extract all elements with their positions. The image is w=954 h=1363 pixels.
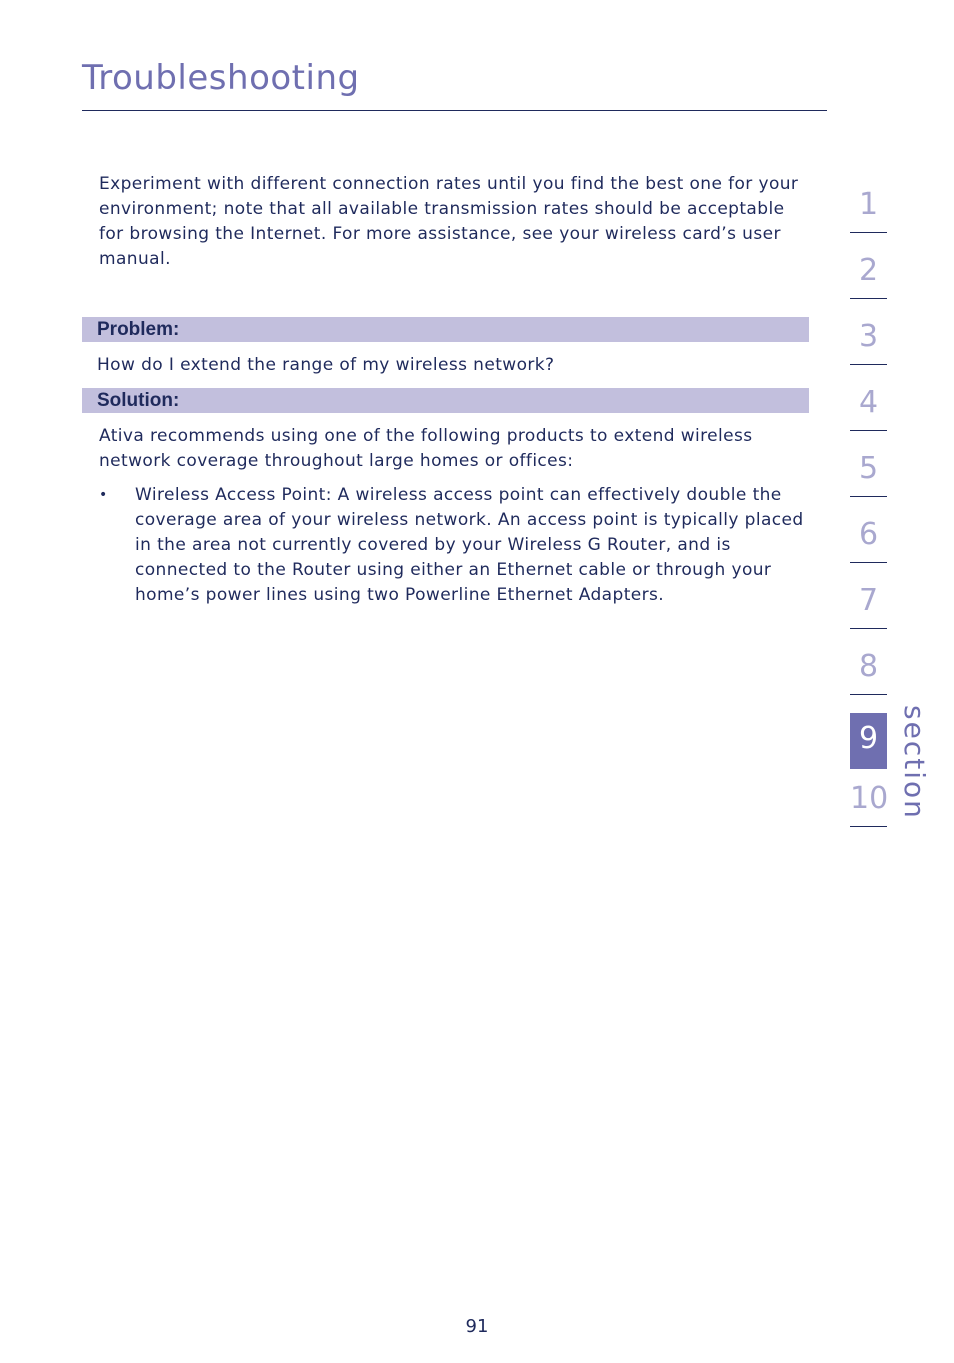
section-tab-divider [850,826,887,827]
bullet-text: Wireless Access Point: A wireless access point can effectively double the coverage area of your wireless network. An access point is typically placed in the area not currently covered by your Wireless G Router, and is connected to the Router using either an Ethernet cable or through your home’s power lines using two Powerline Ethernet Adapters. [135,485,804,605]
solution-bullet-list [99,483,814,608]
solution-label: Solution: [97,390,180,411]
solution-text: Ativa recommends using one of the following products to extend wireless network coverage throughout large homes or offices: [99,426,753,471]
section-tab-number: 2 [858,253,879,288]
section-tab-8[interactable] [850,647,887,703]
section-tab-number: 1 [858,187,879,222]
section-tab-5[interactable] [850,449,887,505]
section-label: section [898,705,931,820]
intro-paragraph: Experiment with different connection rates until you find the best one for your environment; note that all available transmission rates should be acceptable for browsing the Internet. For more assistance, see your wireless card’s user manual. [99,174,799,269]
section-tab-7[interactable] [850,581,887,637]
section-tab-divider [850,364,887,365]
section-tab-number: 3 [858,319,879,354]
section-tab-divider [850,628,887,629]
section-tab-number: 10 [850,781,889,816]
problem-text: How do I extend the range of my wireless network? [97,355,555,375]
section-tab-divider [850,496,887,497]
section-tab-number: 4 [858,385,879,420]
section-tab-1[interactable] [850,185,887,241]
section-tab-number: 7 [858,583,879,618]
section-tab-3[interactable] [850,317,887,373]
section-tab-divider [850,430,887,431]
section-tab-divider [850,562,887,563]
list-item [99,483,814,608]
section-tab-9-active[interactable] [850,713,887,769]
section-tab-number: 8 [858,649,879,684]
title-divider [82,110,827,111]
section-tab-10[interactable] [850,779,887,835]
page-title: Troubleshooting [82,58,360,98]
section-tab-number: 5 [858,451,879,486]
bullet-icon: • [99,487,108,503]
section-tab-divider [850,232,887,233]
problem-bar [82,317,809,342]
section-tab-6[interactable] [850,515,887,571]
section-tab-4[interactable] [850,383,887,439]
section-tab-2[interactable] [850,251,887,307]
section-tab-number: 9 [858,721,879,756]
section-tab-divider [850,694,887,695]
page-number: 91 [465,1316,489,1337]
section-tab-number: 6 [858,517,879,552]
section-nav [850,185,887,845]
solution-bar [82,388,809,413]
section-tab-divider [850,298,887,299]
problem-label: Problem: [97,319,180,340]
